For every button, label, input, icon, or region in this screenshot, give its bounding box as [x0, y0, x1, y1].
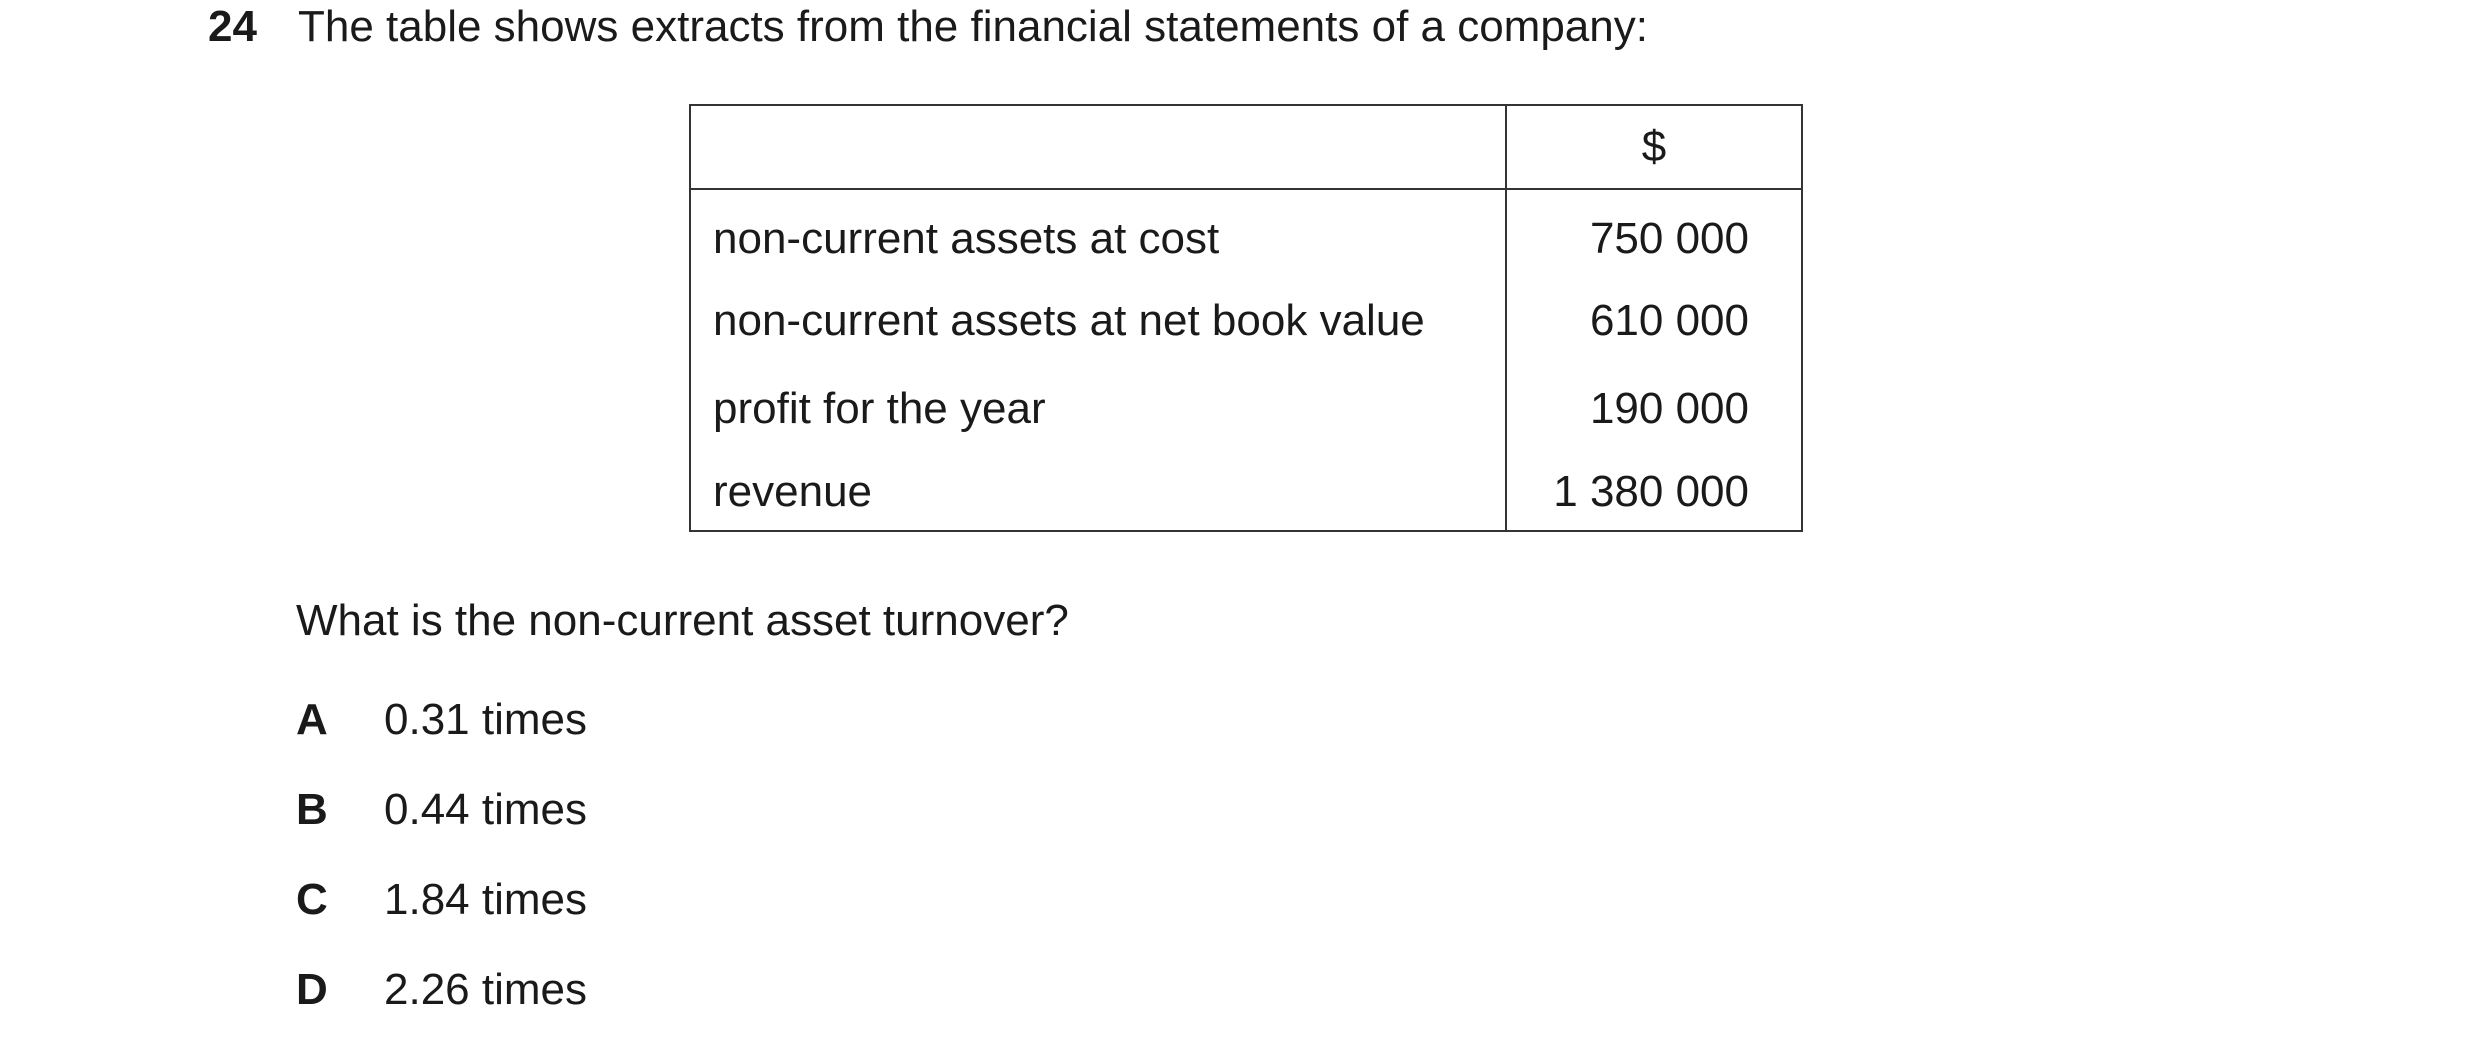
- financial-statements-table: [689, 104, 1803, 532]
- header-currency-cell: $: [1506, 105, 1802, 189]
- table-row: [690, 277, 1802, 365]
- option-text: 0.31 times: [384, 695, 587, 744]
- row-value: 750 000: [1506, 189, 1802, 277]
- option-text: 0.44 times: [384, 785, 587, 834]
- table-header-row: [690, 105, 1802, 189]
- question-number: 24: [208, 2, 257, 51]
- question-prompt: What is the non-current asset turnover?: [296, 596, 1069, 645]
- table-row: [690, 365, 1802, 453]
- option-letter: D: [296, 965, 328, 1014]
- row-label: profit for the year: [690, 365, 1506, 453]
- option-d[interactable]: [296, 965, 587, 1015]
- option-letter: C: [296, 875, 328, 924]
- row-label: non-current assets at net book value: [690, 277, 1506, 365]
- row-label: non-current assets at cost: [690, 189, 1506, 277]
- option-c[interactable]: [296, 875, 587, 925]
- row-label: revenue: [690, 453, 1506, 531]
- header-label-cell: [690, 105, 1506, 189]
- row-value: 610 000: [1506, 277, 1802, 365]
- row-value: 190 000: [1506, 365, 1802, 453]
- option-letter: A: [296, 695, 328, 744]
- option-b[interactable]: [296, 785, 587, 835]
- table-row: [690, 189, 1802, 277]
- row-value: 1 380 000: [1506, 453, 1802, 531]
- option-text: 1.84 times: [384, 875, 587, 924]
- option-letter: B: [296, 785, 328, 834]
- question-stem: The table shows extracts from the financial statements of a company:: [298, 2, 1648, 51]
- table-row: [690, 453, 1802, 531]
- option-text: 2.26 times: [384, 965, 587, 1014]
- option-a[interactable]: [296, 695, 587, 745]
